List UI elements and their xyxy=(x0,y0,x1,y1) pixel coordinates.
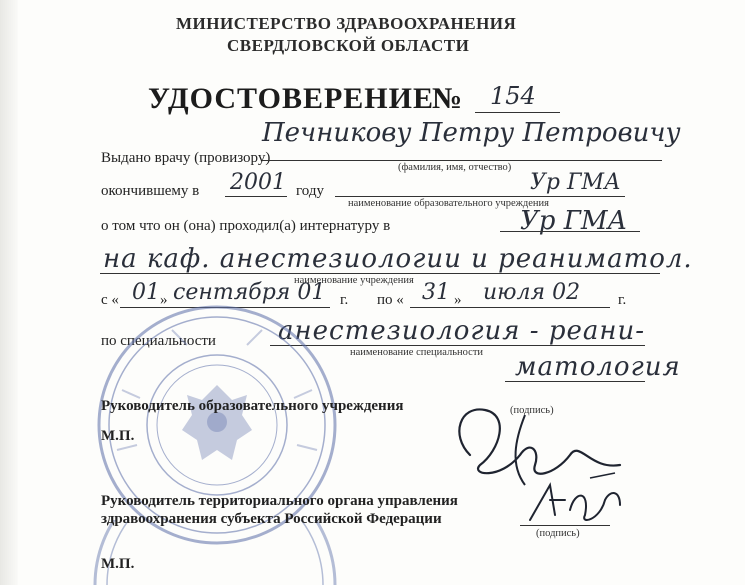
issued-label: Выдано врачу (провизору) xyxy=(101,150,271,166)
ministry-title-line1: МИНИСТЕРСТВО ЗДРАВООХРАНЕНИЯ xyxy=(176,14,517,33)
department-value: на каф. анестезиологии и реаниматол. xyxy=(103,244,693,274)
issued-name: Печникову Петру Петровичу xyxy=(262,118,681,148)
head-institution-label: Руководитель образовательного учреждения xyxy=(101,398,404,414)
institution-underline xyxy=(335,196,625,197)
internship-label: о том что он (она) проходил(а) интернатуру в xyxy=(101,218,391,234)
graduated-label: окончившему в xyxy=(101,183,200,199)
date-to-month: июля 02 xyxy=(483,280,581,305)
specialty-label: по специальности xyxy=(101,333,216,349)
head-territorial-line2: здравоохранения субъекта Российской Федерации xyxy=(101,511,442,527)
paper-edge xyxy=(0,0,18,585)
specialty-value-line1: анестезиология - реани- xyxy=(278,316,646,346)
institution-value: Ур ГМА xyxy=(530,170,621,195)
issued-caption: (фамилия, имя, отчество) xyxy=(398,162,512,173)
date-to-prefix: по « xyxy=(377,292,404,308)
graduation-year: 2001 xyxy=(230,170,286,195)
signature-caption-2: (подпись) xyxy=(536,528,580,539)
handwritten-signature-2 xyxy=(520,470,630,530)
date-to-g: г. xyxy=(618,292,627,308)
number-underline xyxy=(475,112,560,113)
year-underline xyxy=(225,196,287,197)
head-territorial-line1: Руководитель территориального органа управления xyxy=(101,493,458,509)
year-suffix: году xyxy=(296,183,324,199)
certificate-page: МИНИСТЕРСТВО ЗДРАВООХРАНЕНИЯ СВЕРДЛОВСКОЙ ОБЛАСТИ УДОСТОВЕРЕНИЕ № 154 Выдано врачу (провизору) Печникову Петру Петровичу (фамилия, имя, отчество) окончившему в 2001 году Ур ГМА наименование образовательного учреждения о том что он (она) проходил(а) интернатуру в Ур ГМА на каф. анестезиологии и реаниматол. наименование учреждения с « 01 » сентября 01 г. по « 31 » июля 02 г. по специальности анестезиология - реани- наименование специальности матология Руководитель образовательного учреждения (подпись) М.П. Руководитель территориального органа управления здравоохранения субъекта Российской Федерации (подпись) М.П. xyxy=(0,0,745,585)
specialty-caption: наименование специальности xyxy=(350,347,484,358)
ministry-title-line2: СВЕРДЛОВСКОЙ ОБЛАСТИ xyxy=(227,36,470,55)
specialty-value-line2: матология xyxy=(515,352,681,382)
date-from-prefix: с « xyxy=(101,292,119,308)
number-sign: № xyxy=(432,82,463,115)
date-from-month: сентября 01 xyxy=(173,280,326,305)
date-to-underline xyxy=(410,307,610,308)
institution-caption: наименование образовательного учреждения xyxy=(348,198,549,209)
internship-underline xyxy=(500,231,640,232)
signature-caption-1: (подпись) xyxy=(510,405,554,416)
issued-underline xyxy=(262,160,662,161)
official-stamp-bottom xyxy=(85,520,345,585)
date-from-day: 01 xyxy=(132,280,160,305)
date-from-g: г. xyxy=(340,292,349,308)
department-underline xyxy=(100,273,660,274)
document-title: УДОСТОВЕРЕНИЕ xyxy=(148,82,434,115)
date-to-day: 31 xyxy=(422,280,450,305)
certificate-number: 154 xyxy=(490,82,536,110)
internship-place: Ур ГМА xyxy=(520,206,628,236)
stamp-place-1: М.П. xyxy=(101,428,135,444)
specialty-underline-2 xyxy=(505,381,645,382)
stamp-place-2: М.П. xyxy=(101,556,135,572)
department-caption: наименование учреждения xyxy=(294,275,414,286)
